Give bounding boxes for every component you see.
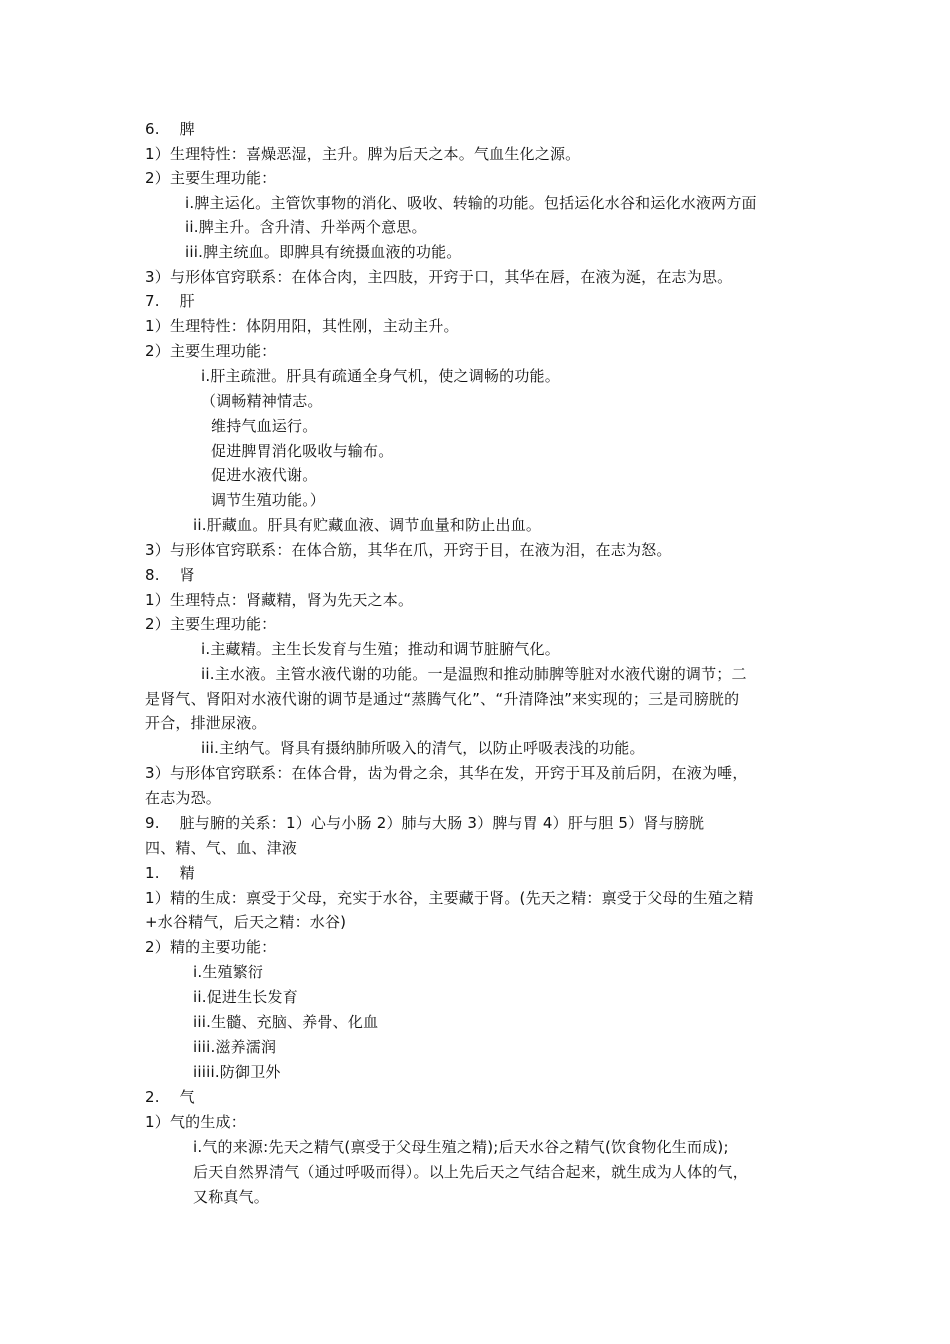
liver-detail-1: （调畅精神情志。 — [201, 392, 323, 410]
liver-function-1: i.肝主疏泄。肝具有疏通全身气机，使之调畅的功能。 — [201, 367, 560, 385]
essence-function-1: i.生殖繁衍 — [193, 963, 264, 981]
liver-functions-label: 2）主要生理功能： — [145, 342, 277, 360]
liver-detail-3: 促进脾胃消化吸收与输布。 — [211, 442, 394, 460]
chapter-heading-4: 四、精、气、血、津液 — [145, 839, 298, 857]
section-heading-spleen: 6. 脾 — [145, 120, 195, 138]
spleen-function-1: i.脾主运化。主管饮事物的消化、吸收、转输的功能。包括运化水谷和运化水液两方面 — [185, 194, 757, 212]
essence-function-4: iiii.滋养濡润 — [193, 1038, 277, 1056]
kidney-physiology: 1）生理特点：肾藏精，肾为先天之本。 — [145, 591, 414, 609]
kidney-function-2-line2: 是肾气、肾阳对水液代谢的调节是通过“蒸腾气化”、“升清降浊”来实现的；三是司膀胱的 — [145, 690, 740, 708]
liver-detail-5: 调节生殖功能。） — [211, 491, 326, 509]
section-heading-essence: 1. 精 — [145, 864, 195, 882]
spleen-functions-label: 2）主要生理功能： — [145, 169, 277, 187]
section-heading-kidney: 8. 肾 — [145, 566, 195, 584]
liver-physiology: 1）生理特性：体阴用阳，其性刚，主动主升。 — [145, 317, 459, 335]
zang-fu-relations: 9. 脏与腑的关系：1）心与小肠 2）肺与大肠 3）脾与胃 4）肝与胆 5）肾与膀胱 — [145, 814, 705, 832]
liver-relations: 3）与形体官窍联系：在体合筋，其华在爪，开窍于目，在液为泪，在志为怒。 — [145, 541, 672, 559]
kidney-function-2-line3: 开合，排泄尿液。 — [145, 714, 267, 732]
essence-generation-line1: 1）精的生成：禀受于父母，充实于水谷，主要藏于肾。(先天之精：禀受于父母的生殖之精 — [145, 889, 754, 907]
section-heading-qi: 2. 气 — [145, 1088, 195, 1106]
spleen-physiology: 1）生理特性：喜燥恶湿，主升。脾为后天之本。气血生化之源。 — [145, 145, 581, 163]
liver-detail-2: 维持气血运行。 — [211, 417, 318, 435]
spleen-relations: 3）与形体官窍联系：在体合肉，主四肢，开窍于口，其华在唇，在液为涎，在志为思。 — [145, 268, 733, 286]
kidney-function-2-line1: ii.主水液。主管水液代谢的功能。一是温煦和推动肺脾等脏对水液代谢的调节；二 — [201, 665, 747, 683]
spleen-function-3: iii.脾主统血。即脾具有统摄血液的功能。 — [185, 243, 462, 261]
liver-function-2: ii.肝藏血。肝具有贮藏血液、调节血量和防止出血。 — [193, 516, 542, 534]
liver-detail-4: 促进水液代谢。 — [211, 466, 318, 484]
spleen-function-2: ii.脾主升。含升清、升举两个意思。 — [185, 218, 427, 236]
qi-source-line3: 又称真气。 — [193, 1188, 270, 1206]
essence-function-5: iiiii.防御卫外 — [193, 1063, 281, 1081]
kidney-functions-label: 2）主要生理功能： — [145, 615, 277, 633]
kidney-function-1: i.主藏精。主生长发育与生殖；推动和调节脏腑气化。 — [201, 640, 560, 658]
essence-generation-line2: +水谷精气，后天之精：水谷) — [145, 913, 347, 931]
essence-functions-label: 2）精的主要功能： — [145, 938, 277, 956]
qi-source-line2: 后天自然界清气（通过呼吸而得）。以上先后天之气结合起来，就生成为人体的气， — [193, 1163, 748, 1181]
qi-generation-label: 1）气的生成： — [145, 1113, 246, 1131]
qi-source-line1: i.气的来源:先天之精气(禀受于父母生殖之精);后天水谷之精气(饮食物化生而成); — [193, 1138, 729, 1156]
essence-function-3: iii.生髓、充脑、养骨、化血 — [193, 1013, 379, 1031]
essence-function-2: ii.促进生长发育 — [193, 988, 298, 1006]
section-heading-liver: 7. 肝 — [145, 292, 195, 310]
kidney-relations-line1: 3）与形体官窍联系：在体合骨，齿为骨之余，其华在发，开窍于耳及前后阴，在液为唾， — [145, 764, 748, 782]
kidney-function-3: iii.主纳气。肾具有摄纳肺所吸入的清气，以防止呼吸表浅的功能。 — [201, 739, 645, 757]
kidney-relations-line2: 在志为恐。 — [145, 789, 222, 807]
